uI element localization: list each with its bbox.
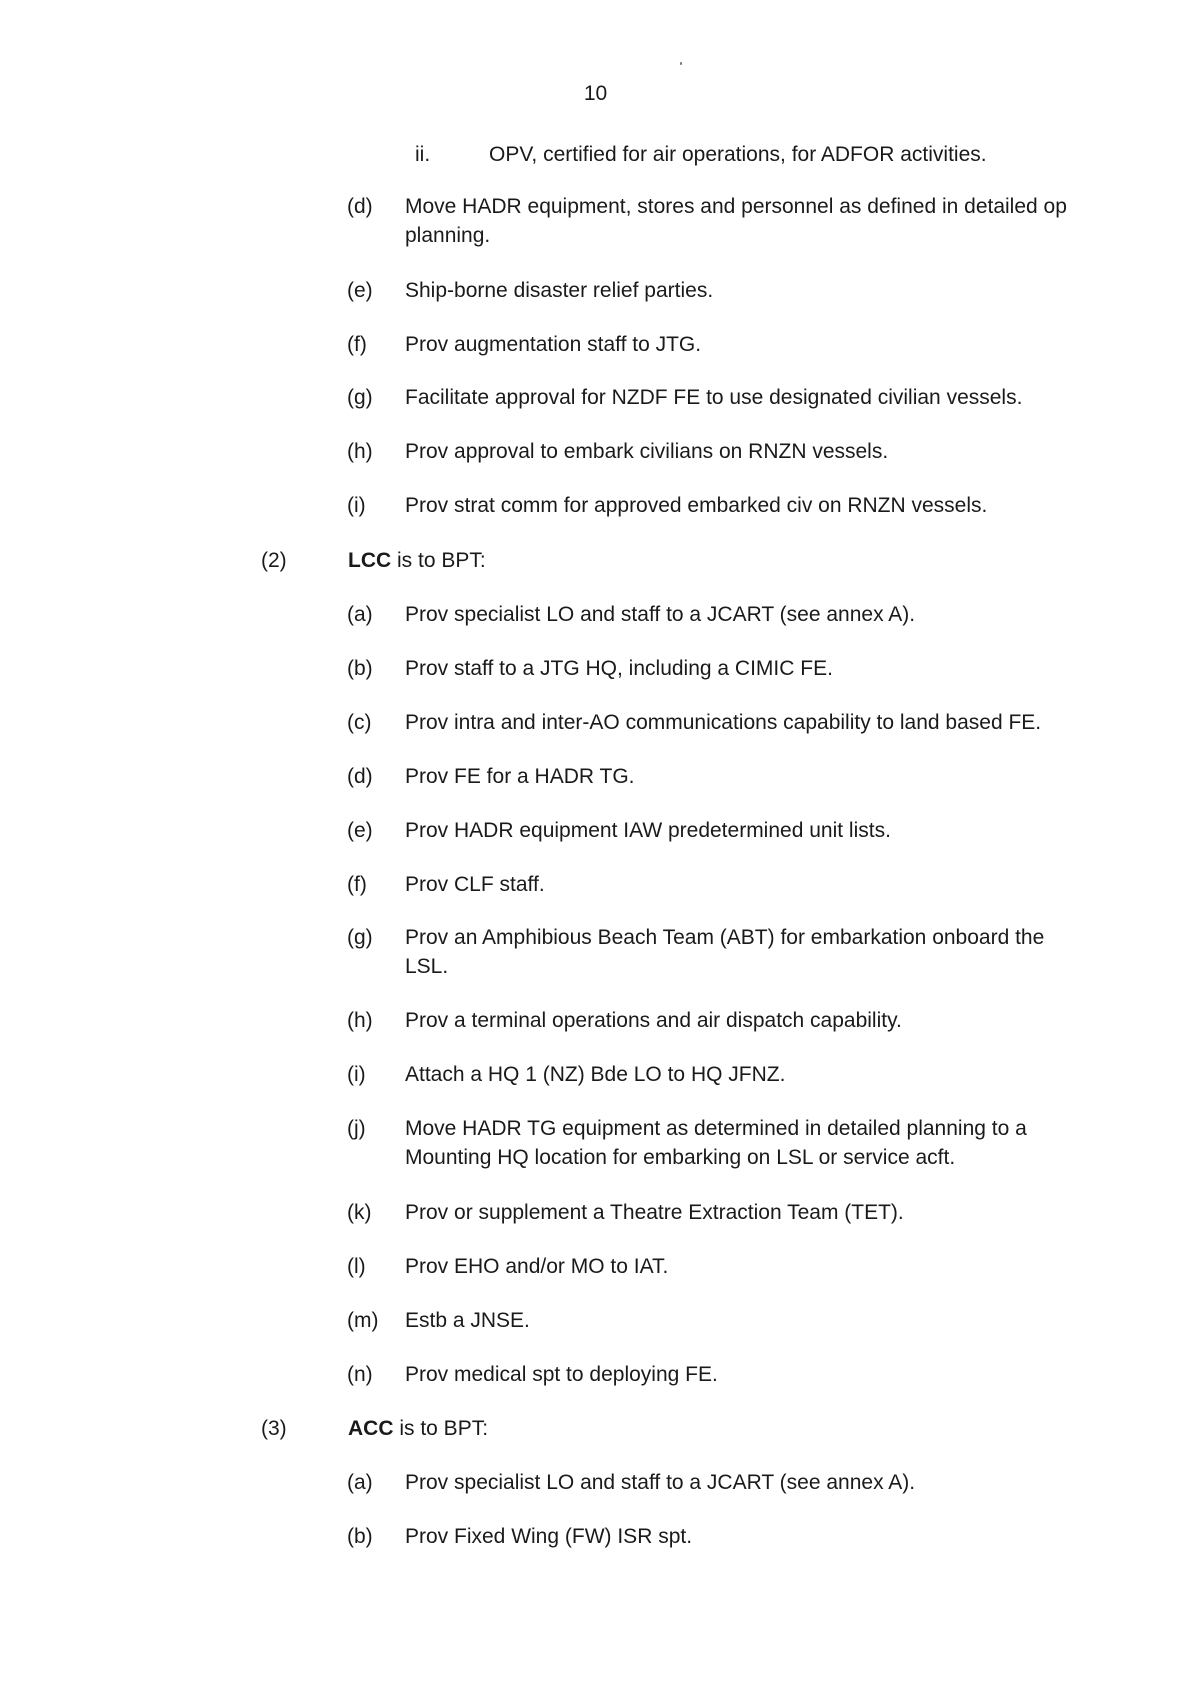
item-text: Prov specialist LO and staff to a JCART (see annex A). <box>405 603 916 626</box>
item-text: Prov or supplement a Theatre Extraction Team (TET). <box>405 1201 904 1224</box>
item-label: (i) <box>347 494 366 517</box>
item-label: (f) <box>347 333 367 356</box>
section-label: (2) <box>261 549 287 572</box>
item-text: Facilitate approval for NZDF FE to use designated civilian vessels. <box>405 386 1023 409</box>
item-label: (e) <box>347 279 373 302</box>
item-text: OPV, certified for air operations, for ADFOR activities. <box>489 143 987 166</box>
item-text: Prov specialist LO and staff to a JCART (see annex A). <box>405 1471 916 1494</box>
item-text: Move HADR equipment, stores and personnel as defined in detailed op planning. <box>405 195 1067 247</box>
item-text: Prov intra and inter-AO communications capability to land based FE. <box>405 711 1042 734</box>
item-text: Prov augmentation staff to JTG. <box>405 333 702 356</box>
item-text: Move HADR TG equipment as determined in detailed planning to a Mounting HQ location for embarking on LSL or service acft. <box>405 1117 1027 1169</box>
item-label: (b) <box>347 657 373 680</box>
item-text: Prov medical spt to deploying FE. <box>405 1363 718 1386</box>
item-label: (b) <box>347 1525 373 1548</box>
section-text <box>348 1414 1048 1443</box>
section-unit: LCC <box>348 549 392 572</box>
item-label: (m) <box>347 1309 379 1332</box>
item-text: Prov FE for a HADR TG. <box>405 765 635 788</box>
item-text: Prov approval to embark civilians on RNZN vessels. <box>405 440 889 463</box>
item-label: (c) <box>347 711 372 734</box>
section-unit: ACC <box>348 1417 394 1440</box>
item-label: (n) <box>347 1363 373 1386</box>
scan-speck <box>680 62 682 65</box>
item-label: ii. <box>415 143 431 166</box>
section-tail: is to BPT: <box>391 549 486 572</box>
item-text: Prov staff to a JTG HQ, including a CIMIC FE. <box>405 657 833 680</box>
item-label: (k) <box>347 1201 372 1224</box>
item-text: Prov strat comm for approved embarked civ on RNZN vessels. <box>405 494 988 517</box>
item-label: (a) <box>347 603 373 626</box>
item-label: (g) <box>347 926 373 949</box>
item-text: Prov CLF staff. <box>405 873 545 896</box>
page-number: 10 <box>583 82 608 105</box>
item-label: (i) <box>347 1063 366 1086</box>
item-label: (l) <box>347 1255 366 1278</box>
section-tail: is to BPT: <box>393 1417 489 1440</box>
item-label: (j) <box>347 1117 366 1140</box>
item-label: (d) <box>347 765 373 788</box>
item-label: (f) <box>347 873 367 896</box>
item-text: Prov HADR equipment IAW predetermined unit lists. <box>405 819 891 842</box>
section-label: (3) <box>261 1417 287 1440</box>
item-text: Estb a JNSE. <box>405 1309 530 1332</box>
item-text: Prov an Amphibious Beach Team (ABT) for embarkation onboard the LSL. <box>405 926 1045 978</box>
item-label: (d) <box>347 195 373 218</box>
item-text: Prov a terminal operations and air dispatch capability. <box>405 1009 902 1032</box>
item-label: (h) <box>347 1009 373 1032</box>
section-text <box>348 546 1048 575</box>
item-label: (a) <box>347 1471 373 1494</box>
item-label: (e) <box>347 819 373 842</box>
item-label: (h) <box>347 440 373 463</box>
item-text: Attach a HQ 1 (NZ) Bde LO to HQ JFNZ. <box>405 1063 786 1086</box>
item-label: (g) <box>347 386 373 409</box>
item-text: Prov Fixed Wing (FW) ISR spt. <box>405 1525 693 1548</box>
item-text: Prov EHO and/or MO to IAT. <box>405 1255 669 1278</box>
item-text: Ship-borne disaster relief parties. <box>405 279 714 302</box>
